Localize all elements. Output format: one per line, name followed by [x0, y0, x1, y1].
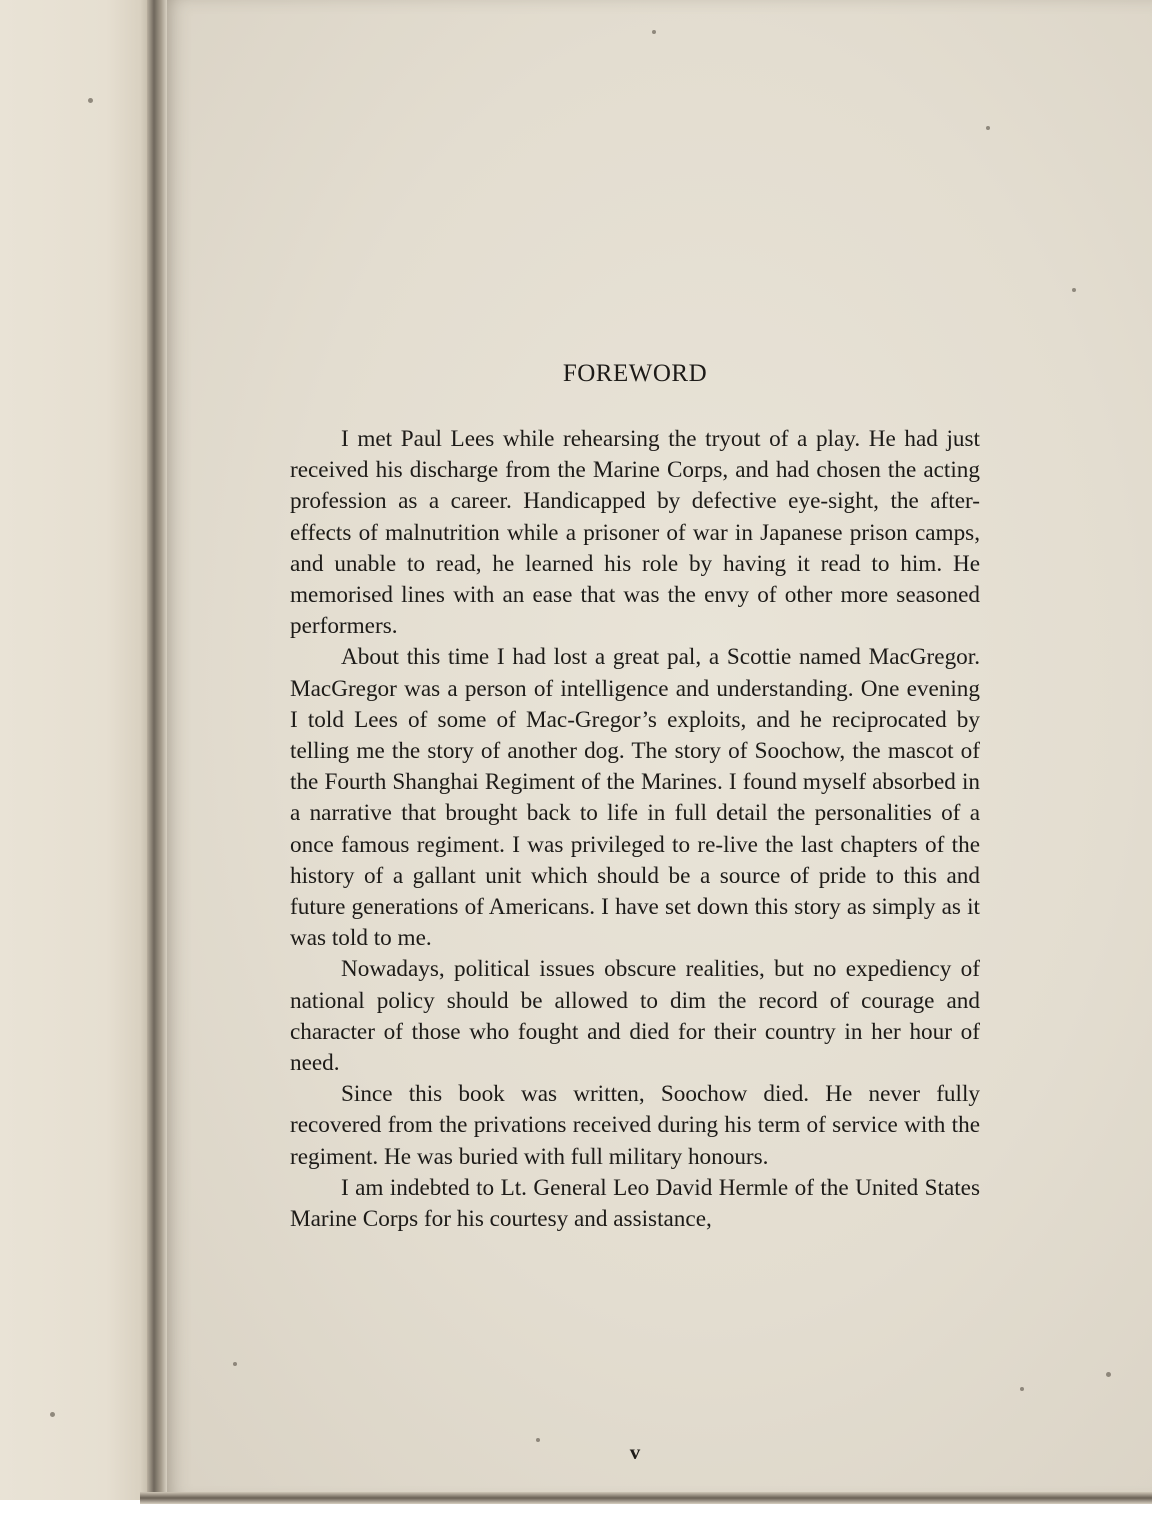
paper-speck [1106, 1372, 1111, 1377]
paper-speck [1020, 1387, 1024, 1391]
paragraph: Since this book was written, Soochow died. He never fully recovered from the privations received during his term of service with the regiment. He was buried with full military honours. [290, 1081, 980, 1170]
paragraph: I am indebted to Lt. General Leo David Hermle of the United States Marine Corps for his courtesy and assistance, [290, 1174, 980, 1233]
page-bottom-edge [140, 1492, 1152, 1504]
paper-speck [986, 126, 990, 130]
paragraph: Nowadays, political issues obscure realities, but no expediency of national policy should be allowed to dim the record of courage and character of those who fought and died for their country in her hour of need. [290, 956, 980, 1077]
paper-speck [1072, 288, 1076, 292]
background-surface [0, 1500, 1152, 1536]
left-page [0, 0, 152, 1536]
paper-speck [50, 1412, 55, 1417]
page-number: v [629, 1440, 641, 1464]
book-spine [147, 0, 167, 1536]
paragraph: I met Paul Lees while rehearsing the tryout of a play. He had just received his discharge from the Marine Corps, and had chosen the acting profession as a career. Handicapped by defective eye-sight, the after-effects of malnutrition while a prisoner of war in Japanese prison camps, and unable to read, he learned his role by having it read to him. He memorised lines with an ease that was the envy of other more seasoned performers. [290, 426, 980, 640]
paper-speck [88, 98, 93, 103]
page-title: FOREWORD [562, 360, 708, 387]
paper-speck [233, 1362, 237, 1366]
paragraph: About this time I had lost a great pal, a Scottie named MacGregor. MacGregor was a person of intelligence and understanding. One evening I told Lees of some of Mac-Gregor’s exploits, and he reciprocated by telling me the story of another dog. The story of Soochow, the mascot of the Fourth Shanghai Regiment of the Marines. I found myself absorbed in a narrative that brought back to life in full detail the personalities of a once famous regiment. I was privileged to re-live the last chapters of the history of a gallant unit which should be a source of pride to this and future generations of Americans. I have set down this story as simply as it was told to me. [290, 644, 980, 952]
body-text [290, 424, 980, 1235]
paper-speck [652, 30, 656, 34]
